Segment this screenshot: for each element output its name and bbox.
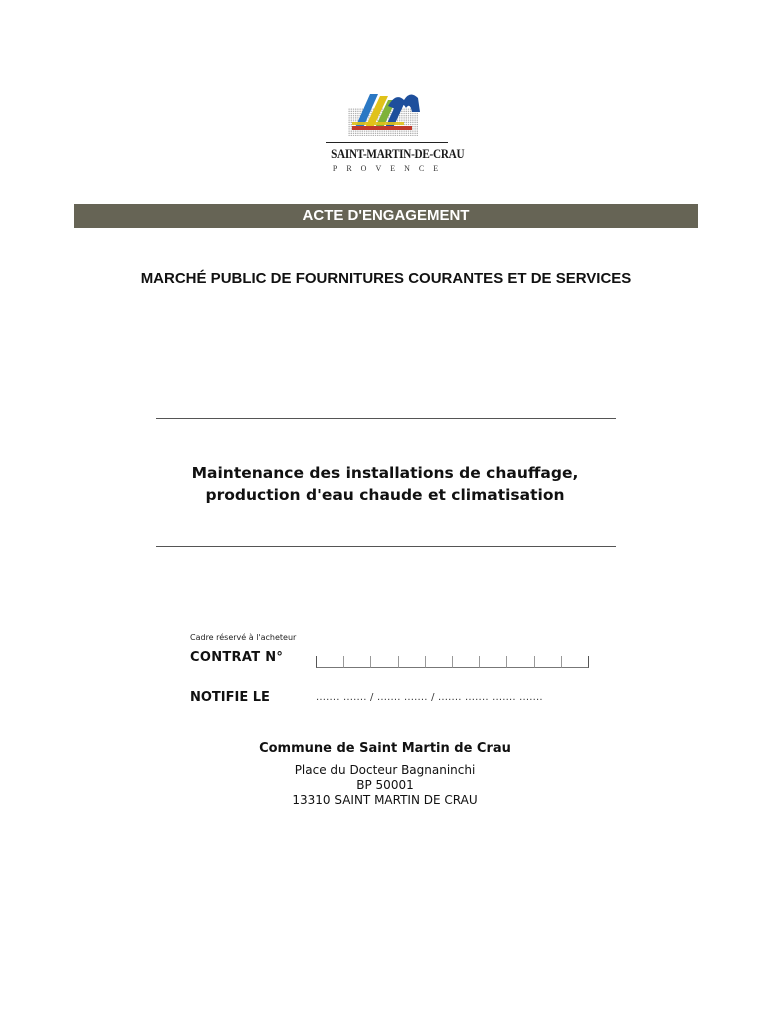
contract-number-field[interactable]	[316, 650, 589, 668]
buyer-organization: Commune de Saint Martin de Crau	[259, 741, 511, 756]
contract-object	[100, 462, 670, 506]
logo-region: PROVENCE	[332, 164, 448, 173]
contract-number-cell[interactable]	[506, 656, 533, 668]
buyer-address	[160, 741, 610, 808]
contract-number-cell[interactable]	[561, 656, 589, 668]
contract-number-cell[interactable]	[316, 656, 343, 668]
contract-object-line-2: production d'eau chaude et climatisation	[205, 486, 565, 504]
logo-divider	[326, 142, 448, 143]
address-street: Place du Docteur Bagnaninchi	[294, 763, 476, 777]
contract-number-cell[interactable]	[425, 656, 452, 668]
contract-number-cell[interactable]	[370, 656, 397, 668]
contract-number-cell[interactable]	[398, 656, 425, 668]
contract-number-cell[interactable]	[452, 656, 479, 668]
contract-object-line-1: Maintenance des installations de chauffage,	[191, 464, 579, 482]
logo-name: SAINT-MARTIN-DE-CRAU	[331, 146, 465, 161]
contract-number-cell[interactable]	[534, 656, 561, 668]
document-title-banner: ACTE D'ENGAGEMENT	[74, 204, 698, 228]
reserved-area-label: Cadre réservé à l'acheteur	[190, 633, 297, 642]
address-po-box: BP 50001	[356, 778, 414, 792]
contract-number-label: CONTRAT N°	[190, 650, 284, 665]
notification-date-field[interactable]: ....... ....... / ....... ....... / ....... ....... ....... .......	[316, 692, 543, 703]
contract-type-heading: MARCHÉ PUBLIC DE FOURNITURES COURANTES ET DE SERVICES	[140, 270, 632, 287]
contract-number-cell[interactable]	[343, 656, 370, 668]
municipality-logo	[322, 86, 465, 178]
contract-number-cell[interactable]	[479, 656, 506, 668]
divider-bottom	[156, 546, 616, 547]
logo-emblem-icon	[348, 86, 428, 138]
divider-top	[156, 418, 616, 419]
notification-date-label: NOTIFIE LE	[190, 690, 270, 705]
address-city: 13310 SAINT MARTIN DE CRAU	[292, 793, 478, 807]
